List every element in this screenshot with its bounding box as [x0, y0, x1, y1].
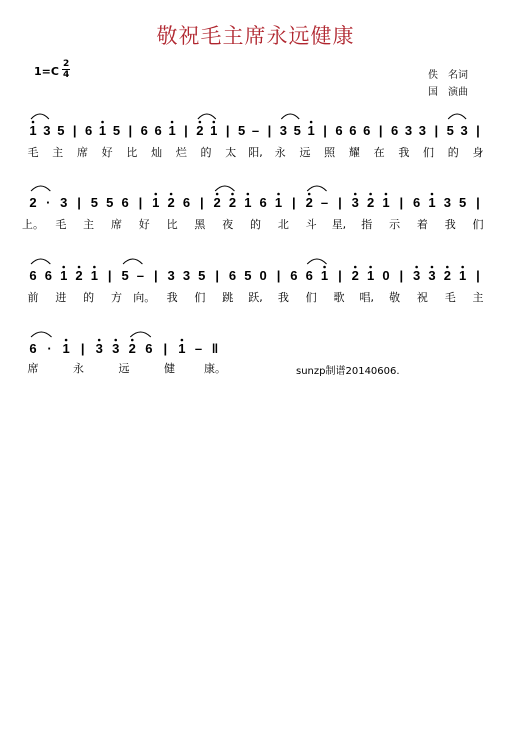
note: 1	[307, 123, 315, 138]
song-title: 敬祝毛主席永远健康	[156, 24, 355, 48]
slur	[31, 332, 52, 337]
octave-dot	[310, 121, 313, 124]
octave-dot	[461, 266, 464, 269]
octave-dot	[446, 266, 449, 269]
note: 6	[305, 268, 313, 283]
note: 6	[259, 195, 267, 210]
note: 6	[228, 268, 237, 283]
lyric-syllable: 永	[274, 146, 286, 159]
lyric-syllable: 远	[118, 362, 130, 375]
barline: |	[434, 123, 439, 138]
note: 1	[98, 123, 107, 138]
note: 6	[29, 268, 37, 283]
barline: |	[128, 123, 133, 138]
lyric-syllable: 康。	[204, 362, 226, 375]
note: 6	[29, 341, 37, 356]
note: –	[320, 195, 329, 210]
slur	[31, 186, 50, 191]
barline: |	[107, 268, 112, 283]
lyric-syllable: 好	[101, 146, 113, 159]
note: 2	[128, 341, 136, 356]
lyric-syllable: 向。	[133, 291, 156, 304]
barline: |	[80, 341, 85, 356]
lyric-syllable: 毛	[27, 146, 39, 159]
lyric-lines	[22, 145, 484, 375]
note: 6	[145, 341, 153, 356]
note: 6	[44, 268, 52, 283]
octave-dot	[101, 121, 104, 124]
lyric-syllable: 比	[166, 218, 178, 231]
note: 2	[351, 268, 359, 283]
slur	[31, 114, 49, 119]
lyric-syllable: 灿	[151, 146, 163, 159]
slur	[123, 259, 142, 264]
note: 0	[259, 268, 267, 283]
note: 1	[459, 268, 467, 283]
lyric-syllable: 星,	[331, 218, 347, 231]
octave-dot	[131, 339, 134, 342]
octave-dot	[323, 266, 326, 269]
lyric-syllable: 们	[423, 146, 435, 159]
lyric-syllable: 们	[194, 291, 206, 304]
time-signature-bottom: 4	[63, 70, 70, 80]
note: –	[251, 123, 260, 138]
lyric-syllable: 北	[277, 218, 289, 231]
lyric-syllable: 跳	[222, 291, 234, 304]
time-signature-top: 2	[63, 59, 70, 69]
octave-dot	[170, 193, 173, 196]
note: 3	[182, 268, 191, 283]
lyric-syllable: 太	[225, 146, 237, 159]
octave-dot	[154, 193, 157, 196]
note: 1	[244, 195, 252, 210]
note: 6	[413, 195, 421, 210]
note: 3	[351, 195, 359, 210]
lyric-syllable: 们	[472, 218, 484, 231]
note: 2	[305, 195, 313, 210]
note: 6	[349, 123, 357, 138]
note: 3	[60, 195, 68, 210]
octave-dot	[369, 266, 372, 269]
barline: |	[138, 195, 143, 210]
note: 3	[418, 123, 426, 138]
barline: |	[292, 195, 296, 210]
octave-dot	[93, 266, 96, 269]
note: 3	[95, 341, 103, 356]
lyric-syllable: 的	[83, 291, 95, 304]
note: 5	[106, 195, 114, 210]
note: 6	[363, 123, 371, 138]
octave-dot	[114, 339, 117, 342]
note: 1	[366, 268, 375, 283]
note: 5	[121, 268, 129, 283]
note: 6	[140, 123, 148, 138]
barline: |	[323, 123, 327, 138]
barline: |	[476, 123, 480, 138]
lyric-syllable: 们	[305, 291, 317, 304]
slur	[448, 114, 466, 119]
slur	[215, 186, 234, 191]
note: 3	[43, 123, 51, 138]
key-signature: 1=C	[34, 65, 59, 78]
composer-credit: 国 演曲	[428, 87, 468, 98]
note: 0	[382, 268, 390, 283]
octave-dot	[431, 266, 434, 269]
lyric-syllable: 斗	[305, 218, 317, 231]
lyric-syllable: 在	[373, 146, 385, 159]
note: 2	[366, 195, 375, 210]
slur	[281, 114, 299, 119]
barline: |	[199, 195, 204, 210]
note: –	[136, 268, 145, 283]
slur	[307, 186, 326, 191]
note: 1	[178, 341, 186, 356]
barline: |	[399, 268, 404, 283]
note: 3	[112, 341, 120, 356]
barline: |	[399, 195, 404, 210]
lyric-syllable: 祝	[416, 291, 428, 304]
lyric-syllable: 毛	[444, 291, 456, 304]
note: 3	[167, 268, 175, 283]
slur	[198, 114, 216, 119]
octave-dot	[62, 266, 65, 269]
maker-note: sunzp制谱20140606.	[296, 366, 400, 377]
note: 5	[112, 123, 121, 138]
note: 1	[62, 341, 70, 356]
lyric-syllable: 我	[277, 291, 289, 304]
note: 5	[293, 123, 301, 138]
lyric-syllable: 席	[76, 146, 88, 159]
barline: |	[184, 123, 188, 138]
octave-dot	[181, 339, 184, 342]
barline: |	[77, 195, 81, 210]
lyric-syllable: 敬	[389, 291, 401, 304]
lyric-syllable: 我	[398, 146, 410, 159]
barline: ‖	[211, 341, 219, 356]
note: 3	[460, 123, 468, 138]
note: 1	[382, 195, 390, 210]
note: 5	[459, 195, 467, 210]
lyric-syllable: 烂	[175, 146, 187, 159]
note: 5	[90, 195, 98, 210]
note: 5	[198, 268, 206, 283]
note: 1	[428, 195, 436, 210]
note: 1	[90, 268, 98, 283]
barline: |	[338, 268, 342, 283]
barline: |	[163, 341, 168, 356]
lyric-syllable: 方	[110, 291, 122, 304]
note: 5	[237, 123, 246, 138]
lyric-syllable: 比	[126, 146, 138, 159]
note: 1	[60, 268, 68, 283]
barline: |	[215, 268, 219, 283]
octave-dot	[216, 193, 219, 196]
barline: |	[476, 195, 480, 210]
note: 2	[167, 195, 175, 210]
note: 2	[443, 268, 451, 283]
note: 2	[213, 195, 221, 210]
lyric-syllable: 的	[447, 146, 459, 159]
octave-dot	[199, 121, 202, 124]
lyric-syllable: 健	[164, 362, 175, 375]
barline: |	[378, 123, 383, 138]
octave-dot	[65, 339, 68, 342]
note: 3	[279, 123, 287, 138]
octave-dot	[32, 121, 35, 124]
barline: |	[276, 268, 281, 283]
note: 6	[390, 123, 399, 138]
octave-dot	[354, 266, 357, 269]
note: 1	[320, 268, 329, 283]
barline: |	[153, 268, 158, 283]
lyric-syllable: 夜	[222, 218, 234, 231]
lyric-syllable: 主	[472, 291, 484, 304]
lyric-syllable: 身	[472, 146, 484, 159]
note: 3	[404, 123, 413, 138]
lyric-syllable: 永	[73, 362, 84, 375]
octave-dot	[212, 121, 215, 124]
lyric-syllable: 席	[110, 218, 122, 231]
note: 6	[85, 123, 93, 138]
octave-dot	[369, 193, 372, 196]
octave-dot	[354, 193, 357, 196]
note: 6	[121, 195, 129, 210]
barline: |	[476, 268, 480, 283]
note: 6	[290, 268, 298, 283]
octave-dot	[78, 266, 81, 269]
note: 1	[210, 123, 218, 138]
note: 2	[228, 195, 237, 210]
note: 5	[244, 268, 252, 283]
lyricist-credit: 佚 名词	[428, 70, 468, 81]
lyric-syllable: 好	[138, 218, 150, 231]
lyric-syllable: 上。	[22, 218, 44, 231]
octave-dot	[431, 193, 434, 196]
note: 1	[274, 195, 283, 210]
lyric-syllable: 耀	[348, 146, 360, 159]
octave-dot	[385, 193, 388, 196]
lyric-syllable: 的	[200, 146, 212, 159]
lyric-syllable: 歌	[333, 291, 345, 304]
lyric-syllable: 着	[416, 218, 428, 231]
barline: |	[338, 195, 342, 210]
note: ·	[47, 341, 52, 356]
note: 3	[428, 268, 436, 283]
note: 2	[75, 268, 83, 283]
note: 2	[196, 123, 204, 138]
note: 1	[168, 123, 176, 138]
lyric-syllable: 远	[299, 146, 311, 159]
slur	[130, 332, 151, 337]
lyric-syllable: 示	[389, 218, 401, 231]
lyric-syllable: 毛	[55, 218, 67, 231]
note: 6	[154, 123, 162, 138]
lyric-syllable: 主	[52, 146, 64, 159]
note: 1	[29, 123, 37, 138]
note: 1	[152, 195, 160, 210]
octave-dot	[247, 193, 250, 196]
slur	[307, 259, 326, 264]
octave-dot	[231, 193, 234, 196]
lyric-syllable: 我	[444, 218, 456, 231]
barline: |	[267, 123, 272, 138]
note: 5	[446, 123, 454, 138]
note: ·	[46, 195, 51, 210]
note: 2	[29, 195, 37, 210]
note: 3	[413, 268, 421, 283]
lyric-syllable: 唱,	[359, 291, 374, 304]
lyric-syllable: 的	[250, 218, 261, 231]
note: 6	[182, 195, 191, 210]
lyric-syllable: 进	[55, 291, 67, 304]
note: 6	[335, 123, 343, 138]
lyric-syllable: 前	[27, 291, 39, 304]
lyric-syllable: 黑	[194, 218, 206, 231]
note: 5	[57, 123, 65, 138]
lyric-syllable: 主	[83, 218, 95, 231]
slur	[31, 259, 50, 264]
note: 3	[443, 195, 451, 210]
octave-dot	[98, 339, 101, 342]
lyric-syllable: 照	[324, 146, 336, 159]
octave-dot	[415, 266, 418, 269]
lyric-syllable: 指	[361, 218, 373, 231]
lyric-syllable: 跃,	[248, 291, 263, 304]
lyric-syllable: 席	[27, 362, 39, 375]
barline: |	[72, 123, 77, 138]
lyric-syllable: 我	[166, 291, 178, 304]
lyric-syllable: 阳,	[248, 146, 263, 159]
octave-dot	[308, 193, 311, 196]
barline: |	[225, 123, 230, 138]
note: –	[194, 341, 203, 356]
octave-dot	[277, 193, 280, 196]
octave-dot	[171, 121, 174, 124]
